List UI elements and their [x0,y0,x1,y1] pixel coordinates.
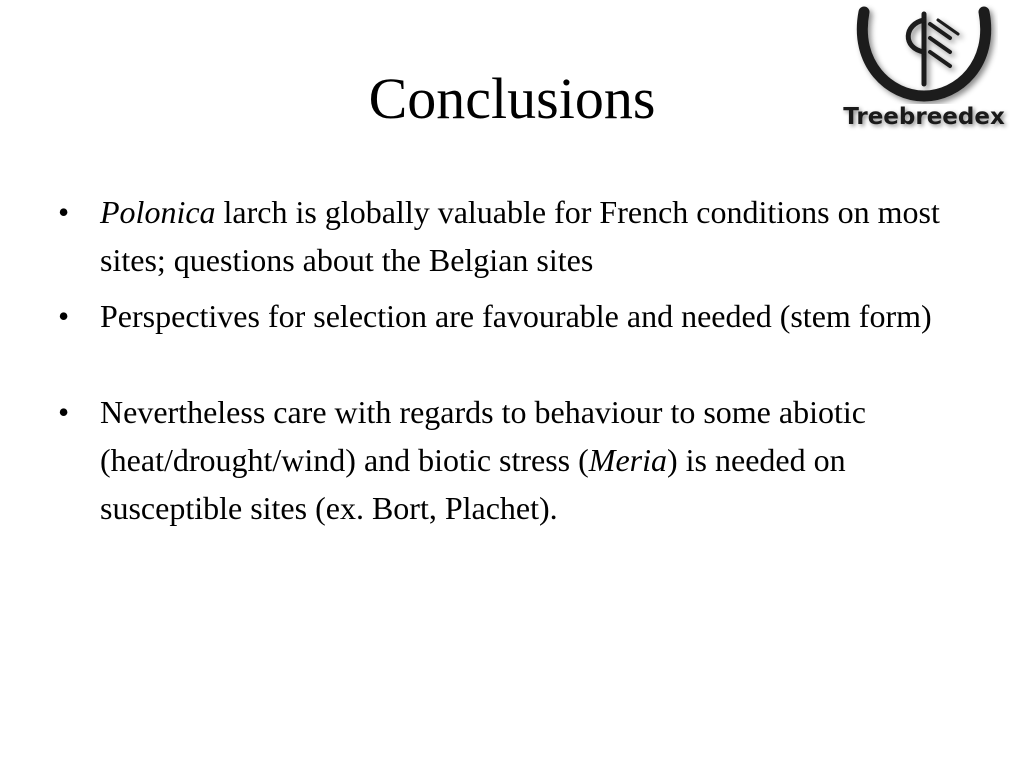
bullet-marker: • [58,394,70,430]
bullet-text-end: ) is needed on susceptible sites (ex. Bort, Plachet). [100,442,846,526]
bullet-text: larch is globally valuable for French conditions on most sites; questions about the Belgian sites [100,194,940,278]
pathogen-name: Meria [588,442,667,478]
treebreedex-logo [832,4,1016,134]
species-name: Polonica [100,194,216,230]
bullet-item [58,388,958,532]
bullet-list [58,188,958,532]
slide-title: Conclusions [368,66,656,131]
tree-emblem-icon [850,4,998,104]
bullet-marker: • [58,298,70,334]
bullet-marker: • [58,194,70,230]
bullet-text: Perspectives for selection are favourable and needed (stem form) [100,298,932,334]
bullet-item [58,292,958,340]
logo-text: Treebreedex [843,104,1005,130]
bullet-item [58,188,958,284]
bullet-text: Nevertheless care with regards to behaviour to some abiotic (heat/drought/wind) and biotic stress ( [100,394,866,478]
